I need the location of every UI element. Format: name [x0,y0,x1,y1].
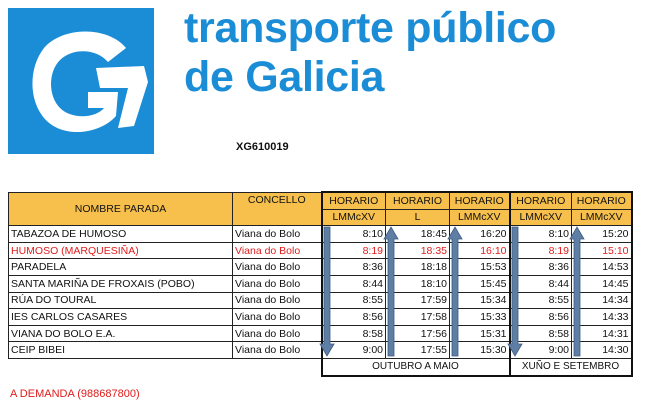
time-cell: 14:45 [572,275,632,292]
stop-name: TABAZOA DE HUMOSO [9,226,233,243]
header-horario-4: HORARIO [510,192,572,209]
blank-cell [233,358,322,375]
galicia-logo [8,8,154,154]
council-name: Viana do Bolo [233,259,322,276]
time-cell: 17:58 [386,309,450,326]
time-cell: 18:18 [386,259,450,276]
stop-name: VIANA DO BOLO E.A. [9,325,233,342]
table-row [9,309,632,326]
timetable [8,191,633,377]
time-cell: 14:34 [572,292,632,309]
table-row [9,259,632,276]
header-horario-1: HORARIO [322,192,386,209]
time-cell: 8:10 [322,226,386,243]
time-cell: 14:30 [572,342,632,359]
header-days-5: LMMcXV [572,209,632,226]
time-cell: 16:20 [450,226,510,243]
time-cell: 14:53 [572,259,632,276]
header-days-1: LMMcXV [322,209,386,226]
time-cell: 17:59 [386,292,450,309]
time-cell: 15:10 [572,242,632,259]
time-cell: 14:31 [572,325,632,342]
council-name: Viana do Bolo [233,242,322,259]
time-cell: 15:31 [450,325,510,342]
council-name: Viana do Bolo [233,309,322,326]
council-name: Viana do Bolo [233,292,322,309]
blank-cell [9,358,233,375]
time-cell: 15:20 [572,226,632,243]
time-cell: 15:30 [450,342,510,359]
header-horario-2: HORARIO [386,192,450,209]
time-cell: 17:56 [386,325,450,342]
time-cell: 18:45 [386,226,450,243]
council-name: Viana do Bolo [233,226,322,243]
stop-name: PARADELA [9,259,233,276]
time-cell: 8:19 [510,242,572,259]
time-cell: 8:58 [510,325,572,342]
header-days-4: LMMcXV [510,209,572,226]
table-row [9,275,632,292]
time-cell: 18:35 [386,242,450,259]
header-horario-3: HORARIO [450,192,510,209]
time-cell: 8:19 [322,242,386,259]
time-cell: 8:36 [510,259,572,276]
time-cell: 15:34 [450,292,510,309]
header-days-3: LMMcXV [450,209,510,226]
brand-title-line2: de Galicia [184,53,385,101]
time-cell: 8:58 [322,325,386,342]
time-cell: 8:44 [510,275,572,292]
header-council: CONCELLO [233,192,322,226]
stop-name: SANTA MARIÑA DE FROXAIS (POBO) [9,275,233,292]
time-cell: 9:00 [322,342,386,359]
period-winter: OUTUBRO A MAIO [322,358,510,375]
stop-name: CEIP BIBEI [9,342,233,359]
header-horario-5: HORARIO [572,192,632,209]
council-name: Viana do Bolo [233,342,322,359]
time-cell: 8:55 [510,292,572,309]
header-days-2: L [386,209,450,226]
table-row [9,325,632,342]
time-cell: 17:55 [386,342,450,359]
time-cell: 8:56 [322,309,386,326]
stop-name: IES CARLOS CASARES [9,309,233,326]
on-demand-note: A DEMANDA (988687800) [10,388,140,400]
time-cell: 8:55 [322,292,386,309]
time-cell: 8:44 [322,275,386,292]
time-cell: 15:53 [450,259,510,276]
table-row [9,292,632,309]
table-row [9,342,632,359]
table-row [9,226,632,243]
time-cell: 15:33 [450,309,510,326]
council-name: Viana do Bolo [233,325,322,342]
stop-name: RÚA DO TOURAL [9,292,233,309]
route-code: XG610019 [236,141,289,153]
table-row [9,242,632,259]
time-cell: 18:10 [386,275,450,292]
council-name: Viana do Bolo [233,275,322,292]
brand-title-line1: transporte público [184,4,557,52]
time-cell: 9:00 [510,342,572,359]
time-cell: 8:36 [322,259,386,276]
time-cell: 8:56 [510,309,572,326]
time-cell: 14:33 [572,309,632,326]
time-cell: 8:10 [510,226,572,243]
time-cell: 15:45 [450,275,510,292]
period-summer: XUÑO E SETEMBRO [510,358,632,375]
stop-name: HUMOSO (MARQUESIÑA) [9,242,233,259]
header-stop-name: NOMBRE PARADA [9,192,233,226]
time-cell: 16:10 [450,242,510,259]
